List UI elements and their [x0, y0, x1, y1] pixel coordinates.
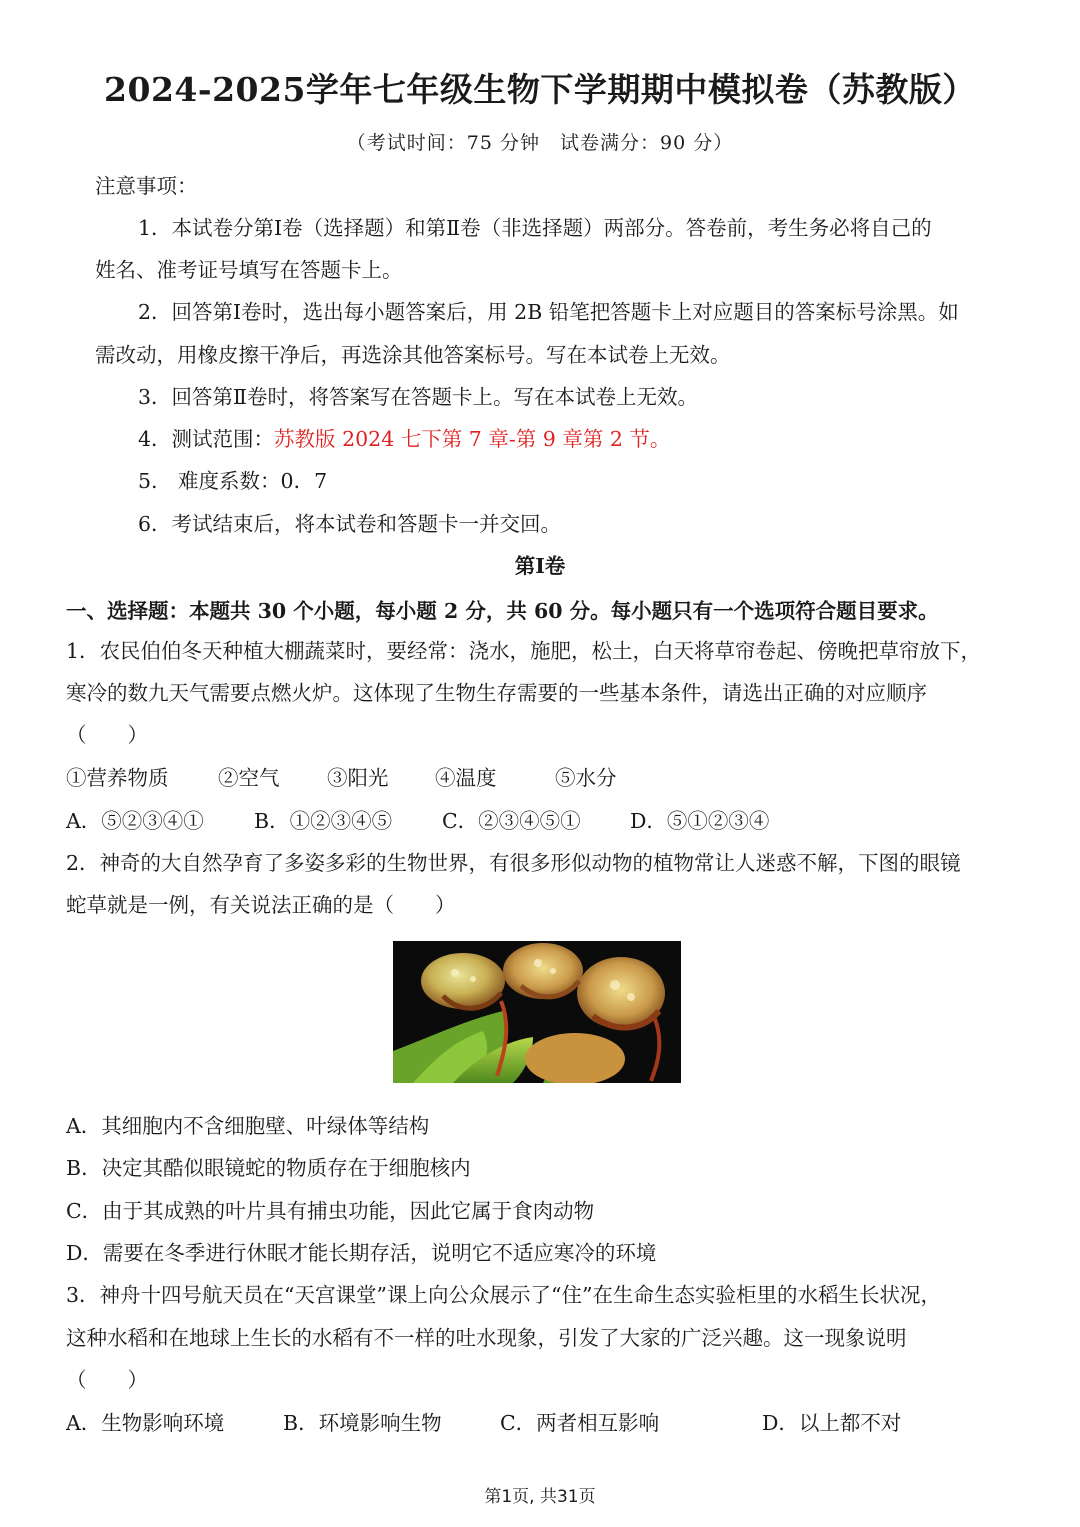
q1-option-c: C．②③④⑤①: [442, 809, 581, 833]
q1-answer-paren: （ ）: [66, 723, 148, 747]
q3-stem-line-2: 这种水稻和在地球上生长的水稻有不一样的吐水现象，引发了大家的广泛兴趣。这一现象说明: [66, 1326, 907, 1350]
q1-factor-5: ⑤水分: [555, 766, 617, 790]
q2-option-b: B．决定其酷似眼镜蛇的物质存在于细胞核内: [66, 1156, 471, 1180]
q1-factor-4: ④温度: [435, 766, 497, 790]
q1-stem-line-2: 寒冷的数九天气需要点燃火炉。这体现了生物生存需要的一些基本条件，请选出正确的对应顺序: [66, 681, 927, 705]
note-5: 5. 难度系数：0．7: [138, 469, 328, 493]
cobra-lily-illustration: [393, 941, 681, 1083]
q2-stem-line-2: 蛇草就是一例，有关说法正确的是（ ）: [66, 893, 456, 917]
exam-info: （考试时间：75 分钟 试卷满分：90 分）: [346, 132, 734, 154]
q3-option-b: B．环境影响生物: [283, 1411, 442, 1435]
note-2-line-1: 2．回答第Ⅰ卷时，选出每小题答案后，用 2B 铅笔把答题卡上对应题目的答案标号涂黑。如: [138, 300, 959, 324]
note-4-label: 4．测试范围：: [138, 427, 275, 451]
q1-option-d: D．⑤①②③④: [630, 809, 770, 833]
test-range: 苏教版 2024 七下第 7 章-第 9 章第 2 节。: [274, 427, 671, 451]
note-4: [138, 424, 670, 454]
q1-factor-3: ③阳光: [327, 766, 389, 790]
notes-heading: 注意事项：: [95, 174, 198, 198]
q3-option-d: D．以上都不对: [762, 1411, 902, 1435]
q1-stem-line-1: 1．农民伯伯冬天种植大棚蔬菜时，要经常：浇水，施肥，松土，白天将草帘卷起、傍晚把草帘放下，: [66, 639, 982, 663]
q2-option-d: D．需要在冬季进行休眠才能长期存活，说明它不适应寒冷的环境: [66, 1241, 657, 1265]
q3-option-c: C．两者相互影响: [500, 1411, 660, 1435]
q3-stem-line-1: 3．神舟十四号航天员在“天宫课堂”课上向公众展示了“住”在生命生态实验柜里的水稻生长状况，: [66, 1283, 941, 1307]
page-number: 第1页, 共31页: [484, 1487, 596, 1507]
q1-factor-1: ①营养物质: [66, 766, 169, 790]
note-2-line-2: 需改动，用橡皮擦干净后，再选涂其他答案标号。写在本试卷上无效。: [95, 343, 731, 367]
part-1-heading: 第Ⅰ卷: [514, 554, 566, 578]
q3-option-a: A．生物影响环境: [66, 1411, 225, 1435]
q1-factor-2: ②空气: [218, 766, 280, 790]
note-1-line-1: 1．本试卷分第Ⅰ卷（选择题）和第Ⅱ卷（非选择题）两部分。答卷前，考生务必将自己的: [138, 216, 932, 240]
q1-option-a: A．⑤②③④①: [66, 809, 204, 833]
q2-option-a: A．其细胞内不含细胞壁、叶绿体等结构: [66, 1114, 430, 1138]
section-heading: 一、选择题：本题共 30 个小题，每小题 2 分，共 60 分。每小题只有一个选项符合题目要求。: [66, 599, 939, 623]
q2-stem-line-1: 2．神奇的大自然孕育了多姿多彩的生物世界，有很多形似动物的植物常让人迷惑不解，下图的眼镜: [66, 851, 961, 875]
note-6: 6．考试结束后，将本试卷和答题卡一并交回。: [138, 512, 562, 536]
cobra-lily-photo: [393, 941, 681, 1083]
note-1-line-2: 姓名、准考证号填写在答题卡上。: [95, 258, 403, 282]
q3-answer-paren: （ ）: [66, 1368, 148, 1392]
q1-option-b: B．①②③④⑤: [254, 809, 393, 833]
note-3: 3．回答第Ⅱ卷时，将答案写在答题卡上。写在本试卷上无效。: [138, 385, 698, 409]
q2-option-c: C．由于其成熟的叶片具有捕虫功能，因此它属于食肉动物: [66, 1199, 595, 1223]
page-title: 2024-2025学年七年级生物下学期期中模拟卷（苏教版）: [104, 70, 976, 109]
